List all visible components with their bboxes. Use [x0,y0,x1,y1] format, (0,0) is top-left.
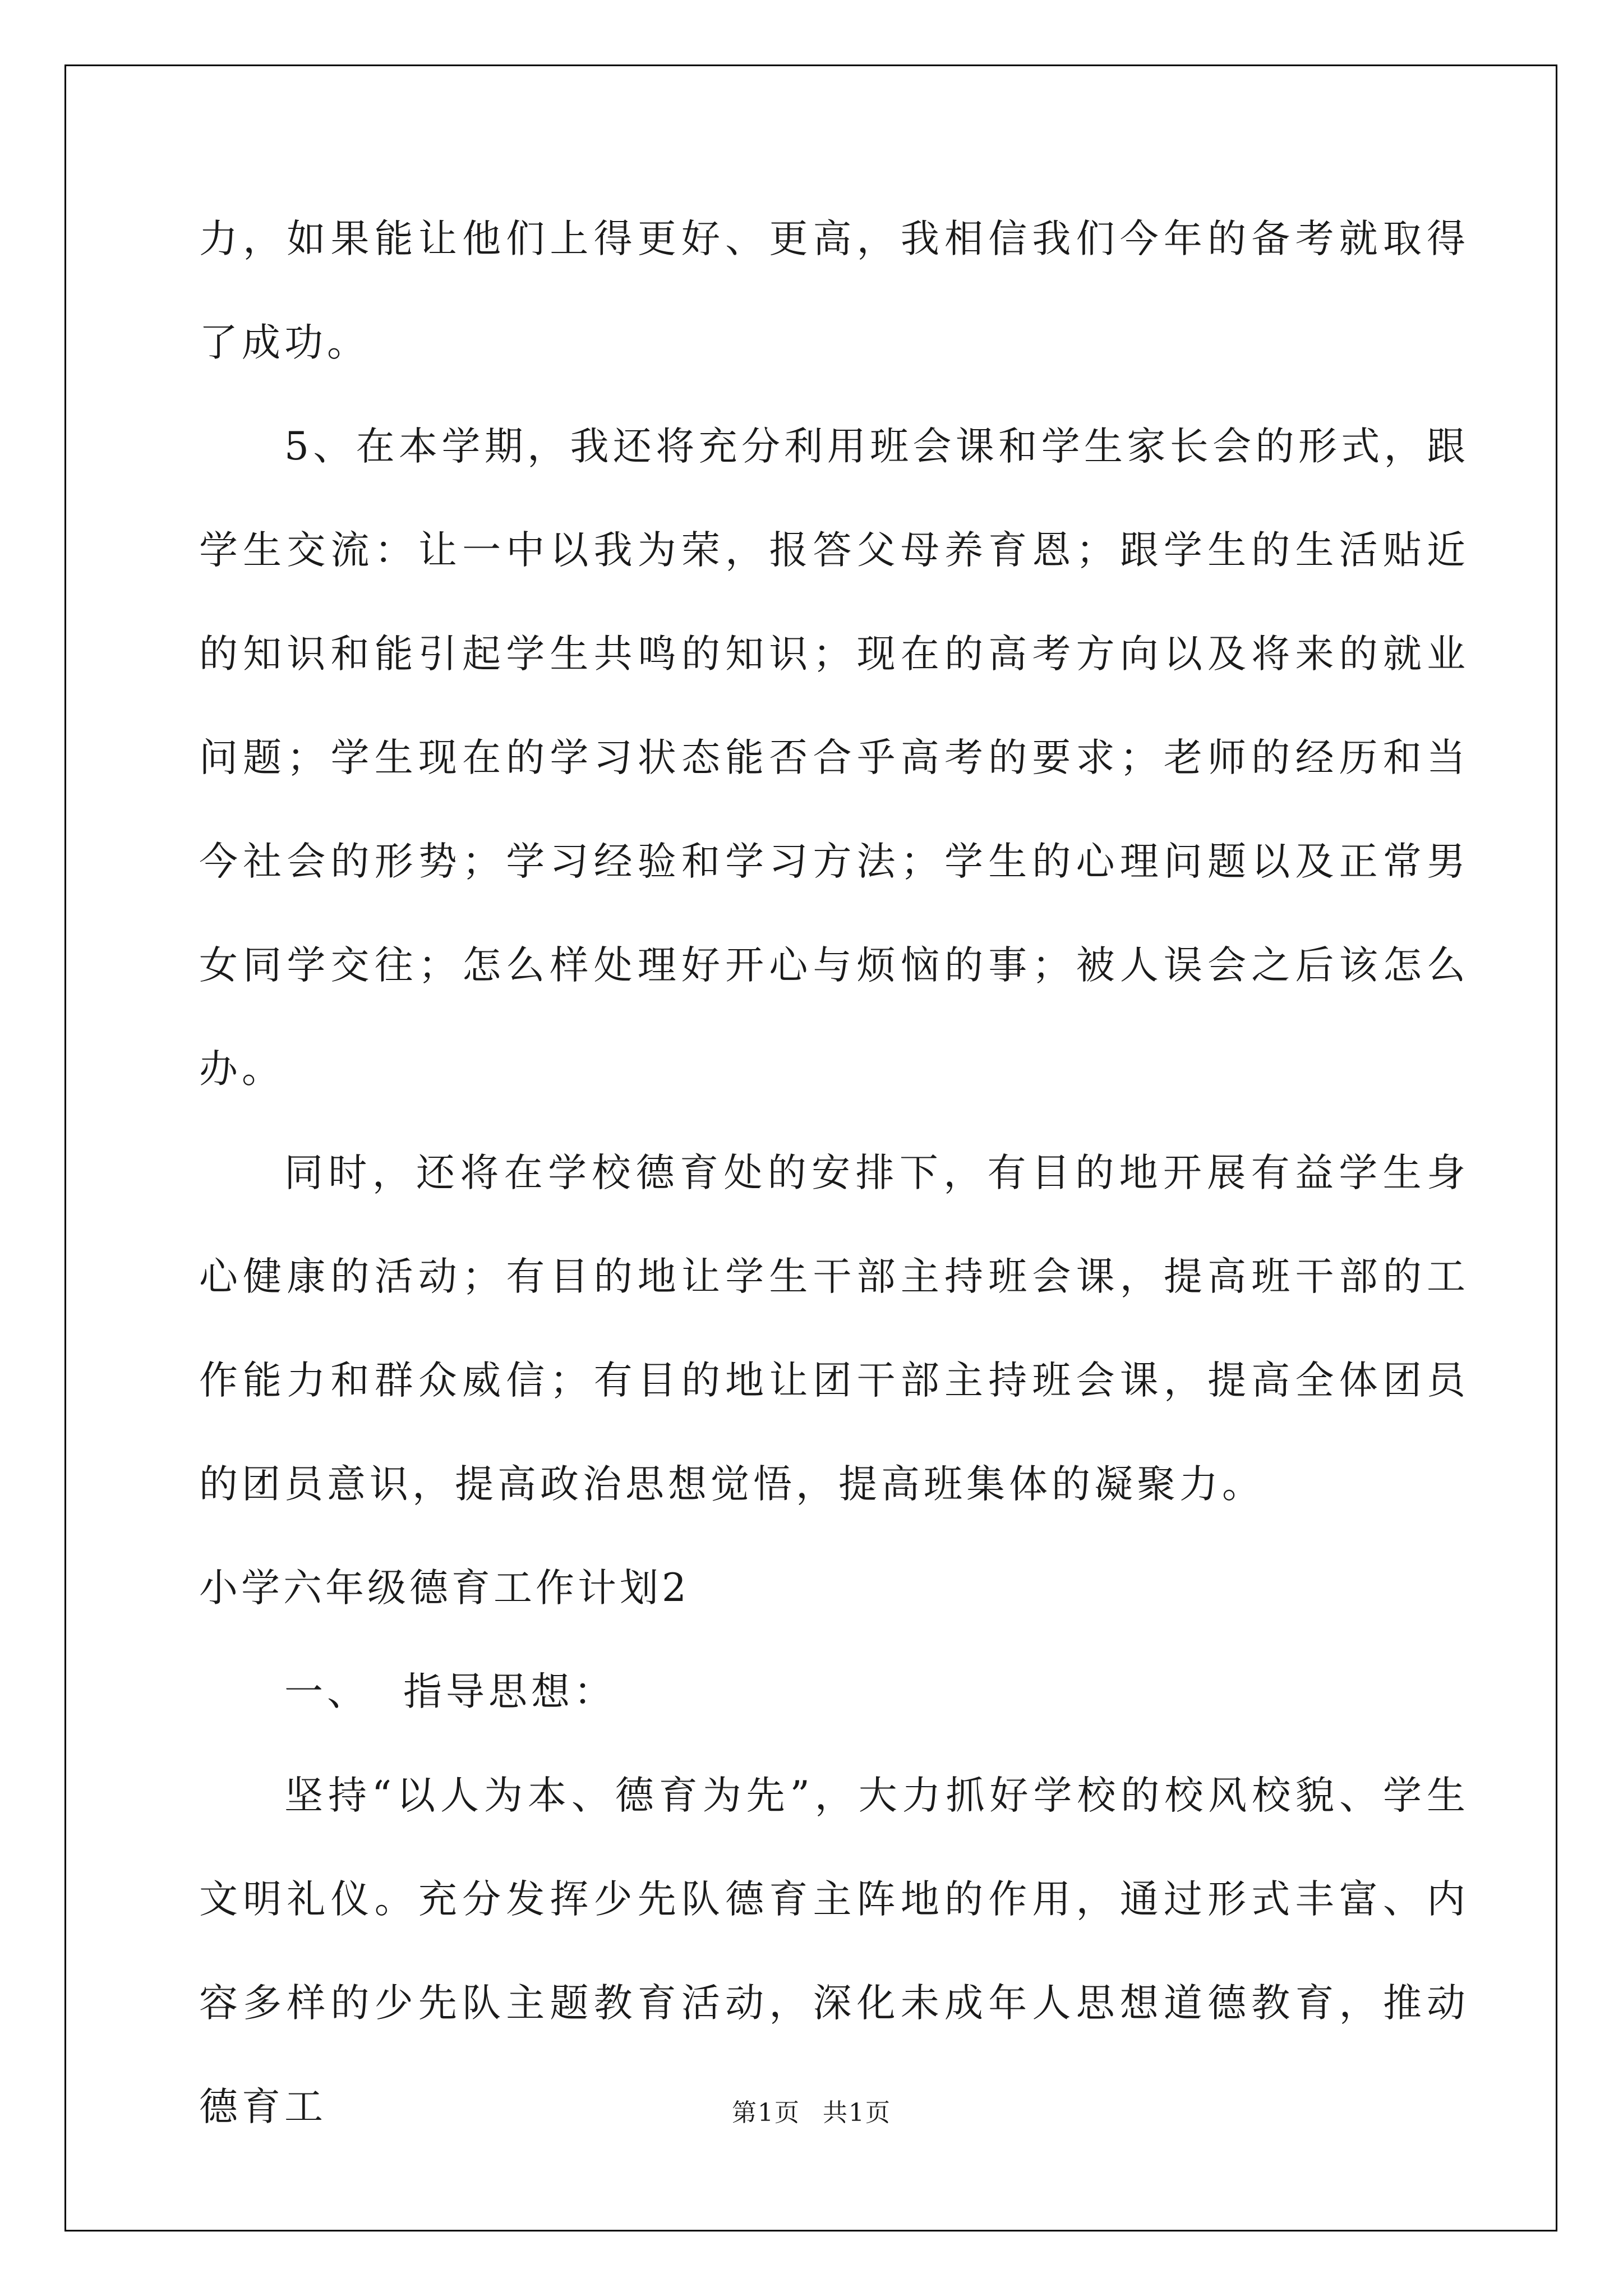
paragraph-guiding-thought: 坚持“以人为本、德育为先”，大力抓好学校的校风校貌、学生文明礼仪。充分发挥少先队德育主阵地的作用，通过形式丰富、内容多样的少先队主题教育活动，深化未成年人思想道德教育，推动德育工 [199,1773,1469,2129]
paragraph-item-5: 5、在本学期，我还将充分利用班会课和学生家长会的形式，跟学生交流：让一中以我为荣，报答父母养育恩；跟学生的生活贴近的知识和能引起学生共鸣的知识；现在的高考方向以及将来的就业问题；学生现在的学习状态能否合乎高考的要求；老师的经历和当今社会的形势；学习经验和学习方法；学生的心理问题以及正常男女同学交往；怎么样处理好开心与烦恼的事；被人误会之后该怎么办。 [199,424,1469,1092]
document-body [199,187,1469,2159]
subsection-title: 指导思想： [403,1669,616,1714]
subsection-heading [199,1640,1469,1744]
subsection-number: 一、 [284,1669,370,1714]
paragraph-continued: 力，如果能让他们上得更好、更高，我相信我们今年的备考就取得了成功。 [199,217,1469,365]
section-title: 小学六年级德育工作计划2 [199,1566,690,1611]
page-number: 第1页 [732,2099,800,2127]
page-footer [0,2092,1623,2128]
page-total: 共1页 [823,2099,891,2127]
paragraph-activities: 同时，还将在学校德育处的安排下，有目的地开展有益学生身心健康的活动；有目的地让学生干部主持班会课，提高班干部的工作能力和群众威信；有目的地让团干部主持班会课，提高全体团员的团员意识，提高政治思想觉悟，提高班集体的凝聚力。 [199,1151,1469,1507]
